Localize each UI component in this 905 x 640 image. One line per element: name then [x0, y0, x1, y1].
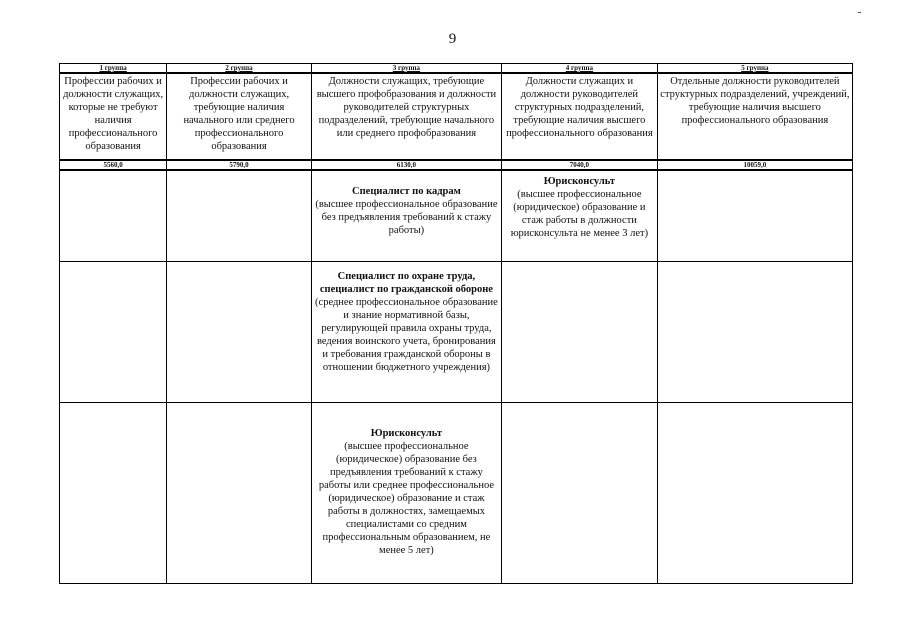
salary-row — [60, 160, 853, 170]
group-description-row — [60, 73, 853, 160]
group-description: Должности служащих, требующие высшего профобразования и должности руководителей структурных подразделений, требующие начального или среднего профобразования — [311, 73, 501, 160]
position-cell — [311, 170, 501, 262]
empty-cell — [167, 170, 312, 262]
group-header: 1 группа — [60, 64, 167, 74]
group-description: Отдельные должности руководителей структурных подразделений, учреждений, требующие наличия высшего профессионального образования — [657, 73, 852, 160]
position-requirements: (высшее профессиональное (юридическое) образование и стаж работы в должности юрисконсульта не менее 3 лет) — [510, 189, 649, 239]
empty-cell — [60, 170, 167, 262]
group-salary: 5560,0 — [60, 160, 167, 170]
group-header: 5 группа — [657, 64, 852, 74]
group-description: Профессии рабочих и должности служащих, требующие наличия начального или среднего профессионального образования — [167, 73, 312, 160]
positions-row — [60, 403, 853, 584]
empty-cell — [657, 262, 852, 403]
empty-cell — [502, 403, 658, 584]
position-title: Специалист по охране труда, специалист по гражданской обороне — [319, 271, 493, 295]
empty-cell — [167, 262, 312, 403]
group-salary: 10059,0 — [657, 160, 852, 170]
group-description: Профессии рабочих и должности служащих, которые не требуют наличия профессионального образования — [60, 73, 167, 160]
empty-cell — [167, 403, 312, 584]
empty-cell — [60, 262, 167, 403]
position-title: Юрисконсульт — [543, 176, 616, 187]
position-cell — [311, 403, 501, 584]
group-header-row — [60, 64, 853, 74]
group-salary: 5790,0 — [167, 160, 312, 170]
position-requirements: (высшее профессиональное образование без предъявления требований к стажу работы) — [315, 199, 498, 236]
group-salary: 6130,0 — [311, 160, 501, 170]
position-requirements: (среднее профессиональное образование и знание нормативной базы, регулирующей правила охраны труда, ведения воинского учета, бронирования и требования гражданской обороны в отношении бюджетного учреждения) — [315, 297, 498, 373]
positions-row — [60, 170, 853, 262]
positions-row — [60, 262, 853, 403]
position-requirements: (высшее профессиональное (юридическое) образование без предъявления требований к стажу работы или среднее профессиональное (юридическое) образование и стаж работы в должностях, замещаемых специалистами со средним профессиональным образованием, не менее 5 лет) — [318, 441, 494, 556]
group-description: Должности служащих и должности руководителей структурных подразделений, требующие наличия высшего профессионального образования — [502, 73, 658, 160]
group-header: 3 группа — [311, 64, 501, 74]
position-cell — [311, 262, 501, 403]
group-header: 4 группа — [502, 64, 658, 74]
empty-cell — [657, 403, 852, 584]
empty-cell — [60, 403, 167, 584]
empty-cell — [502, 262, 658, 403]
group-salary: 7040,0 — [502, 160, 658, 170]
empty-cell — [657, 170, 852, 262]
position-title: Специалист по кадрам — [352, 186, 461, 197]
group-header: 2 группа — [167, 64, 312, 74]
page-number: 9 — [448, 31, 457, 47]
position-title: Юрисконсульт — [370, 428, 443, 439]
position-cell — [502, 170, 658, 262]
scan-mark — [858, 12, 861, 13]
qualification-groups-table — [59, 63, 853, 584]
